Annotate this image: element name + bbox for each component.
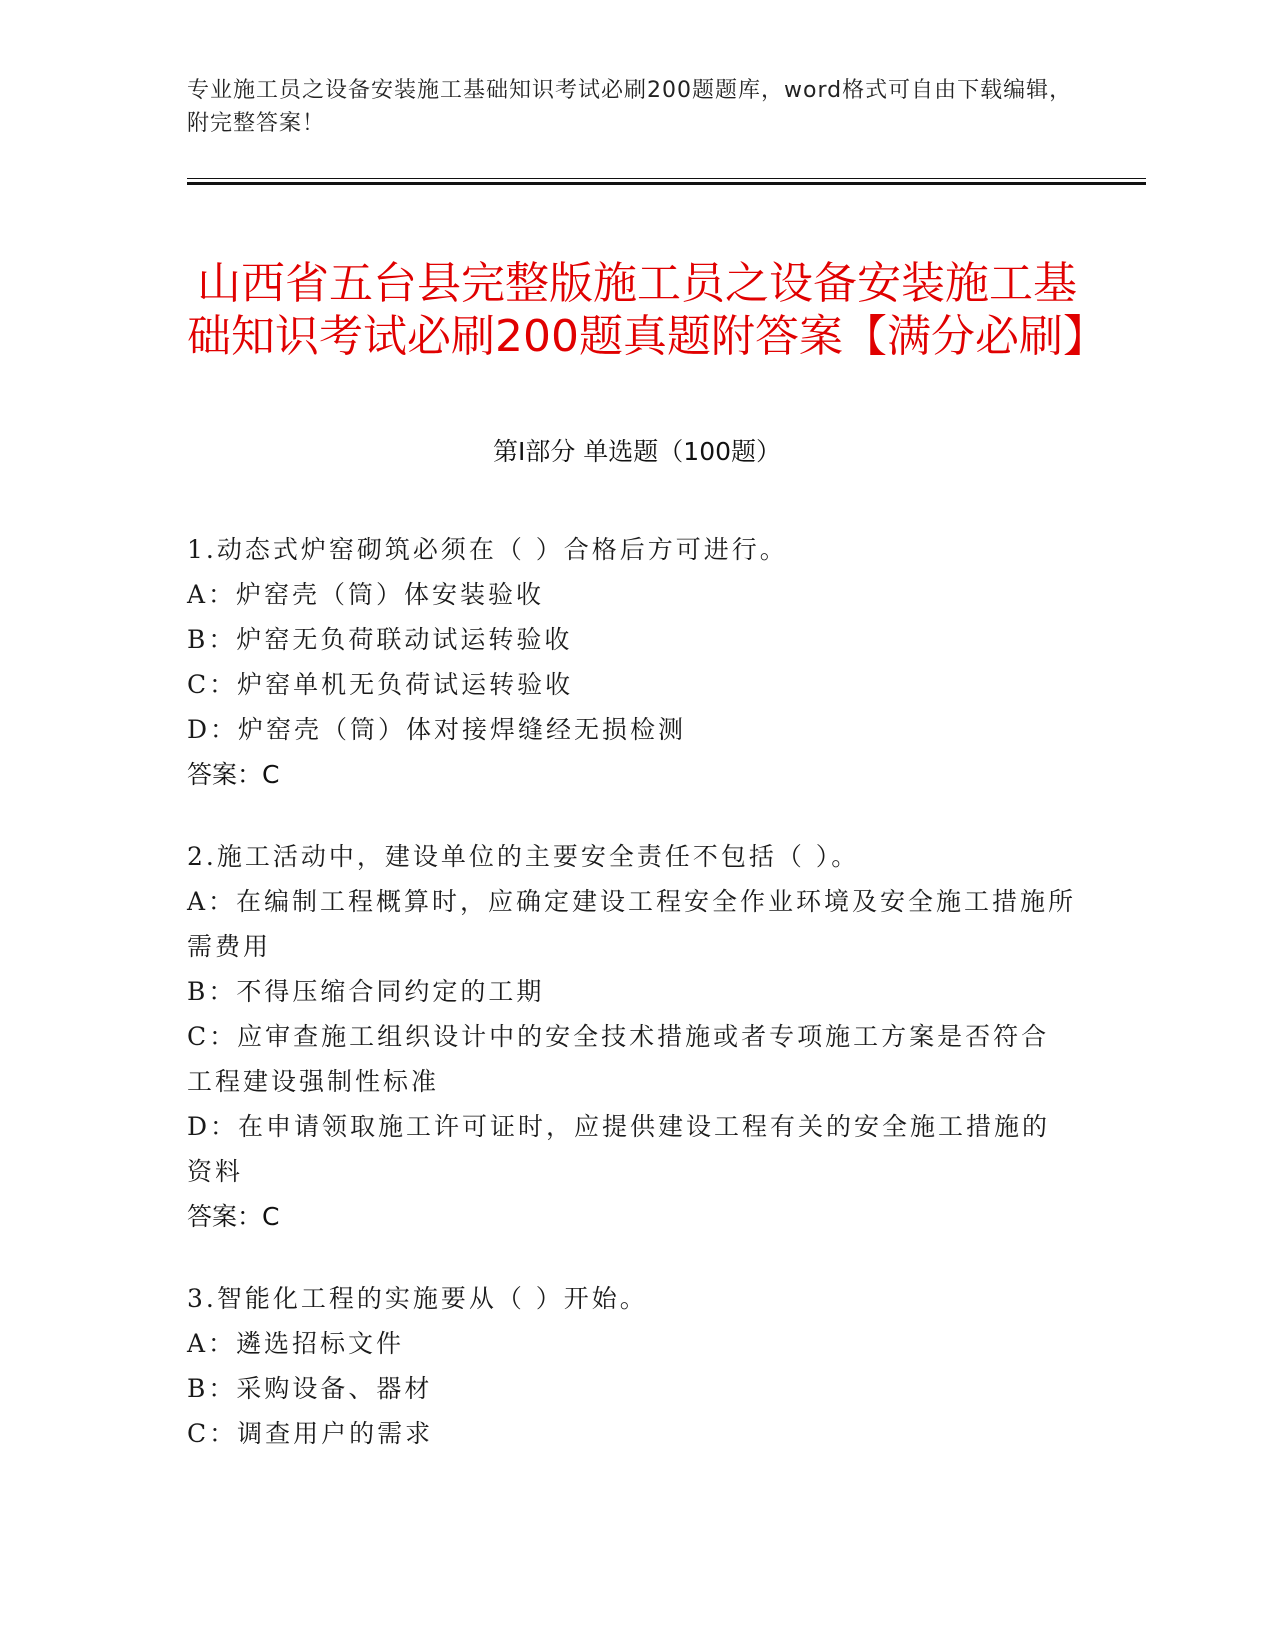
answer: 答案：C (187, 760, 280, 789)
question-list (187, 527, 1077, 1493)
header-note: 专业施工员之设备安装施工基础知识考试必刷200题题库，word格式可自由下载编辑，附完整答案！ (187, 78, 1073, 136)
option-c: C：炉窑单机无负荷试运转验收 (187, 670, 574, 699)
question-2 (187, 834, 1077, 1239)
option-b: B：采购设备、器材 (187, 1374, 433, 1403)
header-rule-thin (187, 178, 1146, 179)
option-d: D：在申请领取施工许可证时，应提供建设工程有关的安全施工措施的资料 (187, 1112, 1051, 1186)
option-c: C：调查用户的需求 (187, 1419, 434, 1448)
section-heading: 第I部分 单选题（100题） (492, 437, 782, 466)
option-a: A：在编制工程概算时，应确定建设工程安全作业环境及安全施工措施所需费用 (187, 887, 1077, 961)
question-1 (187, 527, 1077, 797)
option-c: C：应审查施工组织设计中的安全技术措施或者专项施工方案是否符合工程建设强制性标准 (187, 1022, 1050, 1096)
option-a: A：遴选招标文件 (187, 1329, 405, 1358)
question-stem: 2.施工活动中，建设单位的主要安全责任不包括（ ）。 (187, 842, 860, 871)
option-b: B：不得压缩合同约定的工期 (187, 977, 545, 1006)
option-d: D：炉窑壳（筒）体对接焊缝经无损检测 (187, 715, 687, 744)
answer: 答案：C (187, 1202, 280, 1231)
header-rule-thick (187, 182, 1146, 185)
question-3 (187, 1276, 1077, 1456)
option-b: B：炉窑无负荷联动试运转验收 (187, 625, 573, 654)
document-title: 山西省五台县完整版施工员之设备安装施工基础知识考试必刷200题真题附答案【满分必刷】 (187, 258, 1107, 363)
option-a: A：炉窑壳（筒）体安装验收 (187, 580, 545, 609)
question-stem: 1.动态式炉窑砌筑必须在（ ）合格后方可进行。 (187, 535, 788, 564)
question-stem: 3.智能化工程的实施要从（ ）开始。 (187, 1284, 648, 1313)
